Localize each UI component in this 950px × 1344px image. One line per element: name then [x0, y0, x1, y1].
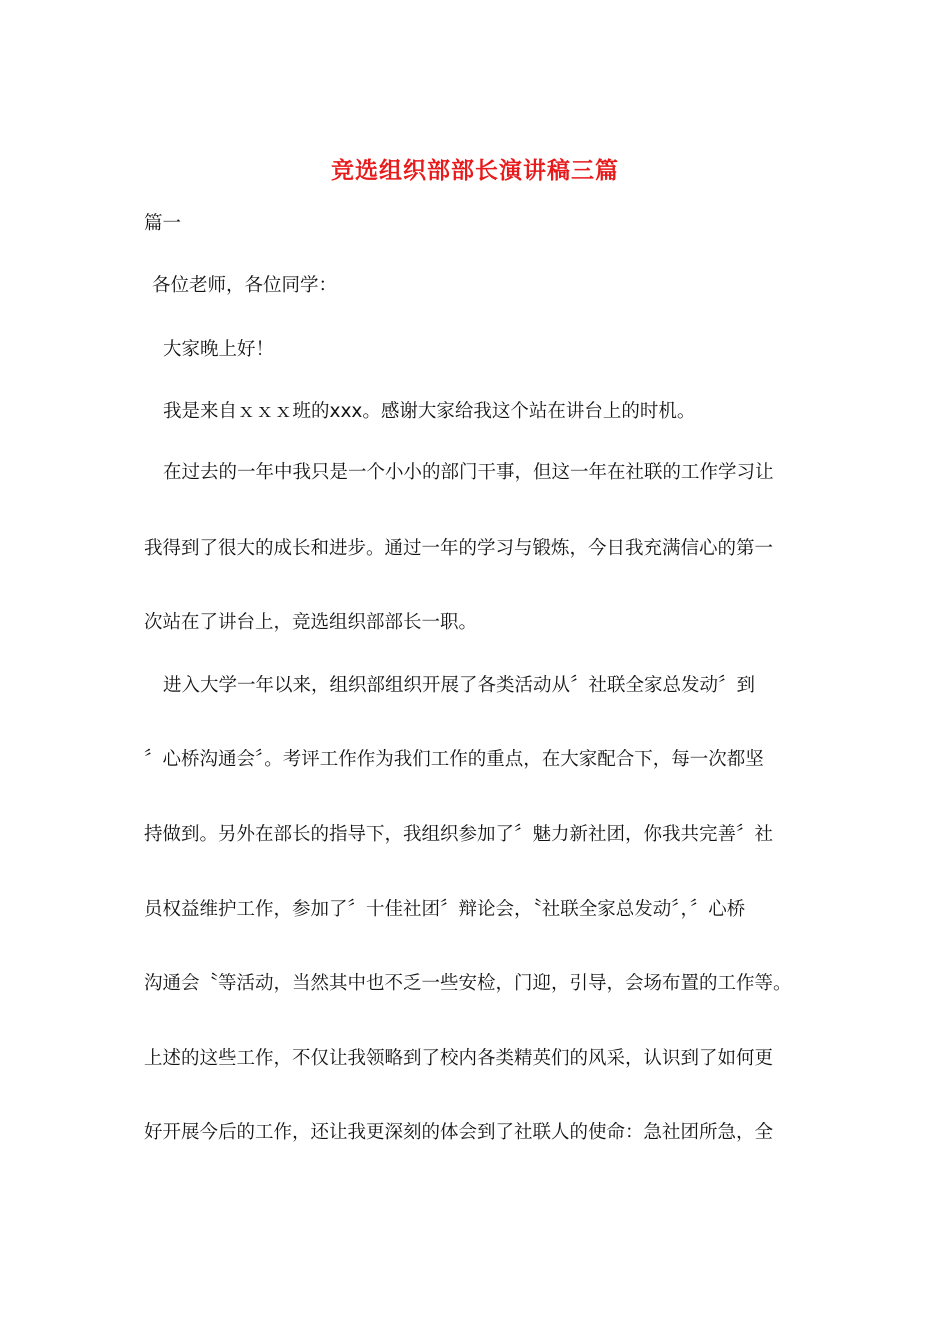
paragraph-line: 好开展今后的工作，还让我更深刻的体会到了社联人的使命：急社团所急，全 — [144, 1122, 774, 1143]
paragraph-line: 我是来自ｘｘｘ班的xxx。感谢大家给我这个站在讲台上的时机。 — [163, 401, 696, 422]
paragraph-line: 进入大学一年以来，组织部组织开展了各类活动从〞社联全家总发动〞到 — [163, 675, 756, 696]
paragraph-line: 上述的这些工作，不仅让我领略到了校内各类精英们的风采，认识到了如何更 — [144, 1048, 774, 1069]
section-label: 篇一 — [144, 213, 182, 234]
greeting: 大家晚上好！ — [163, 339, 275, 360]
paragraph-line: 在过去的一年中我只是一个小小的部门干事，但这一年在社联的工作学习让 — [163, 462, 774, 483]
paragraph-line: 〞心桥沟通会〞。考评工作作为我们工作的重点，在大家配合下，每一次都坚 — [144, 749, 764, 770]
paragraph-line: 沟通会〝等活动，当然其中也不乏一些安检，门迎，引导，会场布置的工作等。 — [144, 973, 792, 994]
salutation: 各位老师，各位同学： — [152, 275, 338, 296]
paragraph-line: 持做到。另外在部长的指导下，我组织参加了〞魅力新社团，你我共完善〞社 — [144, 824, 774, 845]
paragraph-line: 我得到了很大的成长和进步。通过一年的学习与锻炼，今日我充满信心的第一 — [144, 538, 774, 559]
paragraph-line: 次站在了讲台上，竞选组织部部长一职。 — [144, 612, 478, 633]
document-title: 竞选组织部部长演讲稿三篇 — [331, 157, 619, 184]
paragraph-line: 员权益维护工作，参加了〞十佳社团〞辩论会，〝社联全家总发动〞，〞心桥 — [144, 899, 746, 920]
